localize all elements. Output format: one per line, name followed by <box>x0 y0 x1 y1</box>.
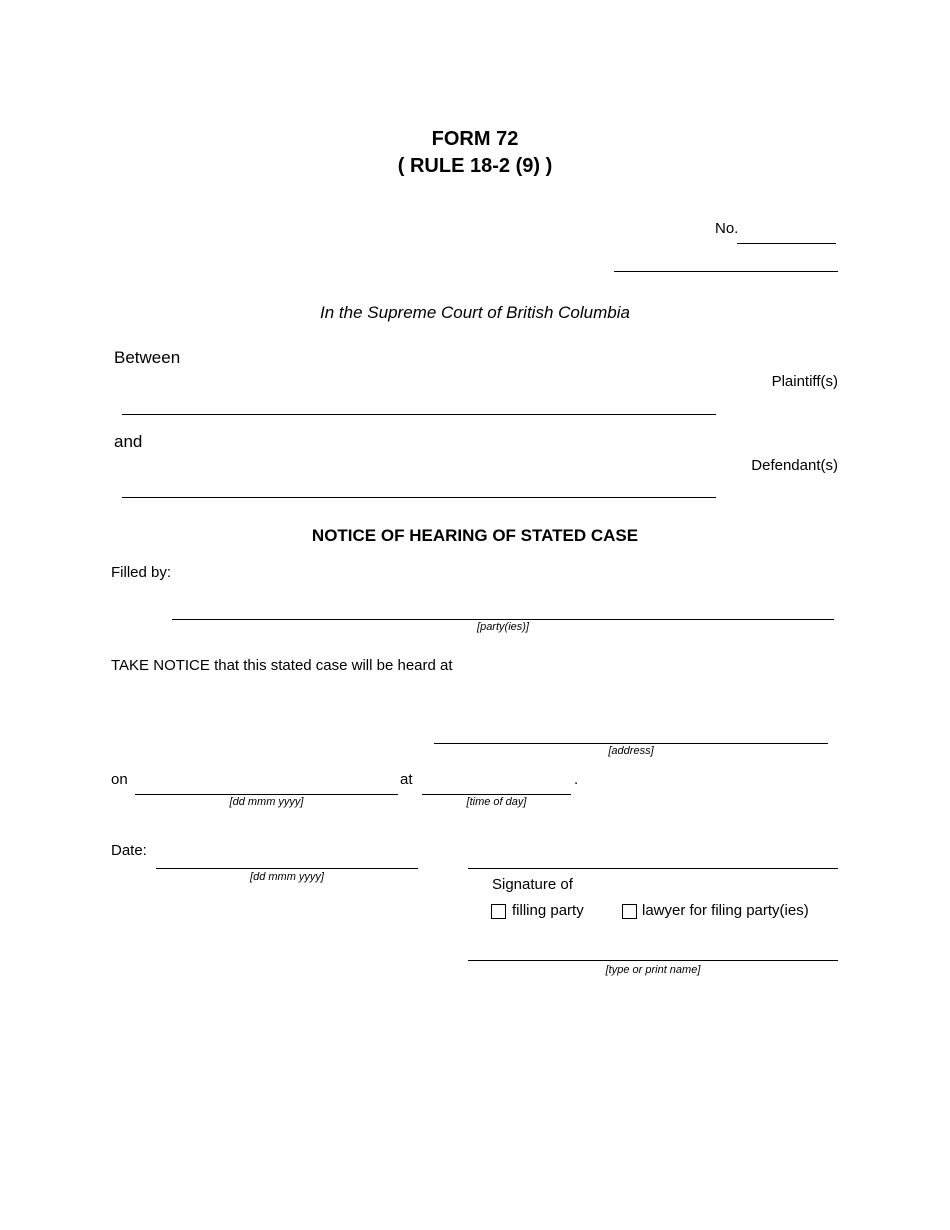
hearing-date-caption: [dd mmm yyyy] <box>229 796 304 808</box>
between-label: Between <box>114 348 181 367</box>
at-label: at <box>400 771 413 788</box>
and-label: and <box>114 432 143 451</box>
hearing-time-field[interactable] <box>422 794 571 795</box>
notice-heading: NOTICE OF HEARING OF STATED CASE <box>311 526 639 545</box>
sentence-period: . <box>574 771 579 788</box>
hearing-date-field[interactable] <box>135 794 398 795</box>
on-label: on <box>111 771 128 788</box>
plaintiff-label: Plaintiff(s) <box>771 373 838 390</box>
date-label: Date: <box>111 842 147 859</box>
defendant-label: Defendant(s) <box>751 457 838 474</box>
defendant-name-field[interactable] <box>122 497 716 498</box>
filing-party-checkbox[interactable] <box>491 904 506 919</box>
court-name: In the Supreme Court of British Columbia <box>320 303 630 322</box>
signature-field[interactable] <box>468 868 838 869</box>
lawyer-checkbox[interactable] <box>622 904 637 919</box>
signing-date-field[interactable] <box>156 868 418 869</box>
address-caption: [address] <box>608 745 654 757</box>
form-number: FORM 72 <box>431 128 519 150</box>
party-caption: [party(ies)] <box>477 621 529 633</box>
form-rule: ( RULE 18-2 (9) ) <box>397 155 553 177</box>
filing-party-label: filling party <box>512 902 584 919</box>
printed-name-field[interactable] <box>468 960 838 961</box>
hearing-time-caption: [time of day] <box>466 796 527 808</box>
address-field[interactable] <box>434 743 828 744</box>
signature-of-label: Signature of <box>492 876 573 893</box>
signing-date-caption: [dd mmm yyyy] <box>250 871 324 883</box>
lawyer-label: lawyer for filing party(ies) <box>642 902 809 919</box>
take-notice-text: TAKE NOTICE that this stated case will be heard at <box>111 657 453 674</box>
printed-name-caption: [type or print name] <box>605 964 701 976</box>
filed-by-label: Filled by: <box>111 564 172 581</box>
file-number-field[interactable] <box>737 243 836 244</box>
plaintiff-name-field[interactable] <box>122 414 716 415</box>
file-number-label: No. <box>715 220 739 237</box>
registry-field[interactable] <box>614 271 838 272</box>
filed-by-field[interactable] <box>172 619 834 620</box>
